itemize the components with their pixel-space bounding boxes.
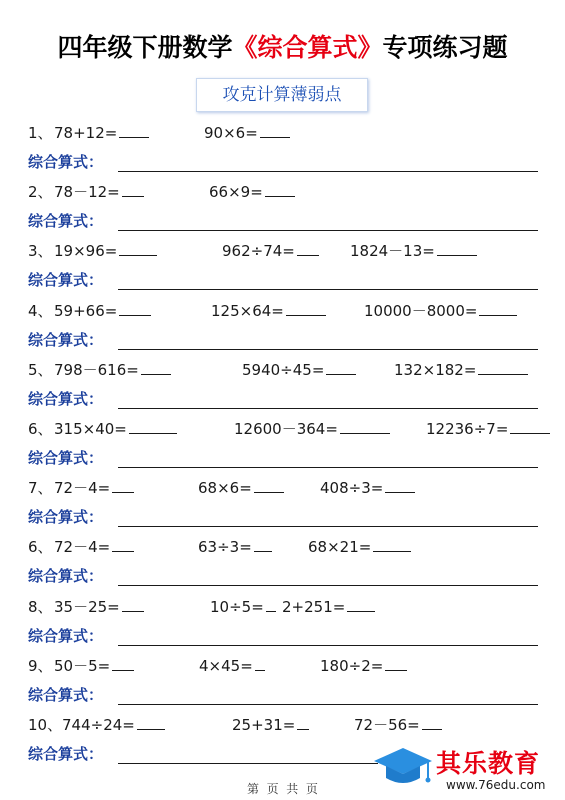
answer-blank[interactable] <box>373 535 411 552</box>
arithmetic-problem <box>211 299 326 323</box>
formula-row <box>28 268 538 292</box>
formula-answer-line[interactable] <box>118 349 538 350</box>
arithmetic-problem <box>426 417 550 441</box>
question-row <box>28 476 538 500</box>
arithmetic-problem <box>54 654 134 678</box>
answer-blank[interactable] <box>479 299 517 316</box>
formula-row <box>28 505 538 529</box>
problem-expression: 66×9= <box>209 183 263 202</box>
problem-expression: 315×40= <box>54 420 127 438</box>
formula-row <box>28 624 538 648</box>
problem-expression: 5940÷45= <box>242 360 325 379</box>
arithmetic-problem <box>54 476 134 500</box>
problem-expression: 2+251= <box>282 597 346 616</box>
arithmetic-problem <box>242 358 356 382</box>
arithmetic-problem <box>54 180 144 204</box>
formula-label: 综合算式： <box>28 449 104 467</box>
arithmetic-problem <box>54 595 144 619</box>
answer-blank[interactable] <box>122 595 144 612</box>
answer-blank[interactable] <box>326 358 356 375</box>
question-number: 3、 <box>28 242 53 261</box>
answer-blank[interactable] <box>119 121 149 138</box>
answer-blank[interactable] <box>112 476 134 493</box>
answer-blank[interactable] <box>478 358 528 375</box>
answer-blank[interactable] <box>340 417 390 434</box>
question-row <box>28 595 538 619</box>
formula-row <box>28 328 538 352</box>
arithmetic-problem <box>232 713 309 737</box>
question-row <box>28 121 538 145</box>
arithmetic-problem <box>320 476 415 500</box>
question-row <box>28 654 538 678</box>
page-footer: 第 页 共 页 <box>247 782 318 796</box>
problem-expression: 125×64= <box>211 301 284 320</box>
arithmetic-problem <box>209 180 295 204</box>
arithmetic-problem <box>282 595 375 619</box>
problem-expression: 132×182= <box>394 360 477 379</box>
formula-answer-line[interactable] <box>118 289 538 290</box>
problem-expression: 63÷3= <box>198 538 252 557</box>
arithmetic-problem <box>320 654 407 678</box>
answer-blank[interactable] <box>422 713 442 730</box>
formula-row <box>28 387 538 411</box>
question-number: 4、 <box>28 301 53 320</box>
formula-row <box>28 209 538 233</box>
arithmetic-problem <box>222 239 319 263</box>
formula-answer-line[interactable] <box>118 171 538 172</box>
arithmetic-problem <box>54 299 151 323</box>
problem-expression: 12600－364= <box>234 420 338 438</box>
question-row <box>28 299 538 323</box>
formula-label: 综合算式： <box>28 212 104 231</box>
question-row <box>28 713 538 737</box>
formula-answer-line[interactable] <box>118 645 538 646</box>
question-number: 1、 <box>28 124 53 142</box>
title-part-topic: 《综合算式》 <box>232 33 383 62</box>
title-part-exercise: 专项练习题 <box>382 33 508 62</box>
formula-row <box>28 150 538 174</box>
question-number: 8、 <box>28 597 53 616</box>
answer-blank[interactable] <box>286 299 326 316</box>
problem-expression: 78+12= <box>54 124 118 142</box>
answer-blank[interactable] <box>510 417 550 434</box>
question-number: 10、 <box>28 716 63 734</box>
formula-row <box>28 564 538 588</box>
problem-expression: 72－56= <box>354 716 420 734</box>
answer-blank[interactable] <box>122 180 144 197</box>
answer-blank[interactable] <box>385 476 415 493</box>
formula-answer-line[interactable] <box>118 704 538 705</box>
formula-row <box>28 683 538 707</box>
problem-expression: 50－5= <box>54 656 111 675</box>
formula-label: 综合算式： <box>28 745 104 763</box>
formula-label: 综合算式： <box>28 389 104 408</box>
answer-blank[interactable] <box>254 476 284 493</box>
arithmetic-problem <box>350 239 477 263</box>
formula-label: 综合算式： <box>28 685 104 704</box>
problem-expression: 68×21= <box>308 538 372 557</box>
problem-expression: 408÷3= <box>320 479 384 498</box>
formula-answer-line[interactable] <box>118 408 538 409</box>
formula-label: 综合算式： <box>28 153 104 171</box>
problem-expression: 19×96= <box>54 242 118 261</box>
arithmetic-problem <box>308 535 411 559</box>
answer-blank[interactable] <box>265 180 295 197</box>
question-number: 6、 <box>28 538 53 557</box>
answer-blank[interactable] <box>266 595 276 612</box>
answer-blank[interactable] <box>112 535 134 552</box>
arithmetic-problem <box>394 358 528 382</box>
brand-url: www.76edu.com <box>446 778 546 792</box>
problem-expression: 10÷5= <box>210 597 264 616</box>
formula-label: 综合算式： <box>28 567 104 586</box>
arithmetic-problem <box>198 476 284 500</box>
graduation-cap-icon <box>372 744 434 792</box>
formula-answer-line[interactable] <box>118 763 378 764</box>
question-number: 7、 <box>28 479 53 498</box>
answer-blank[interactable] <box>137 713 165 730</box>
title-part-grade: 四年级下册数学 <box>57 33 233 62</box>
problem-expression: 90×6= <box>204 124 258 142</box>
formula-label: 综合算式： <box>28 626 104 645</box>
question-number: 5、 <box>28 360 53 379</box>
arithmetic-problem <box>54 417 177 441</box>
question-number: 2、 <box>28 183 53 202</box>
answer-blank[interactable] <box>112 654 134 671</box>
formula-label: 综合算式： <box>28 271 104 290</box>
answer-blank[interactable] <box>297 239 319 256</box>
problem-expression: 68×6= <box>198 479 252 498</box>
problem-expression: 798－616= <box>54 360 139 379</box>
answer-blank[interactable] <box>141 358 171 375</box>
formula-answer-line[interactable] <box>118 526 538 527</box>
arithmetic-problem <box>204 121 290 145</box>
answer-blank[interactable] <box>254 535 272 552</box>
answer-blank[interactable] <box>385 654 407 671</box>
question-number: 9、 <box>28 656 53 675</box>
problem-expression: 12236÷7= <box>426 420 509 438</box>
brand-name: 其乐教育 <box>436 749 541 778</box>
formula-label: 综合算式： <box>28 508 104 527</box>
subtitle-banner: 攻克计算薄弱点 <box>196 78 368 112</box>
problem-expression: 78－12= <box>54 183 120 202</box>
formula-answer-line[interactable] <box>118 230 538 231</box>
question-row <box>28 180 538 204</box>
formula-answer-line[interactable] <box>118 585 538 586</box>
answer-blank[interactable] <box>129 417 177 434</box>
arithmetic-problem <box>210 595 276 619</box>
arithmetic-problem <box>54 121 149 145</box>
answer-blank[interactable] <box>119 239 157 256</box>
question-row <box>28 358 538 382</box>
arithmetic-problem <box>364 299 517 323</box>
problem-expression: 72－4= <box>54 538 111 557</box>
arithmetic-problem <box>54 358 171 382</box>
question-row <box>28 239 538 263</box>
arithmetic-problem <box>354 713 442 737</box>
answer-blank[interactable] <box>437 239 477 256</box>
problem-expression: 10000－8000= <box>364 301 478 320</box>
question-row <box>28 417 538 441</box>
arithmetic-problem <box>54 239 157 263</box>
problem-expression: 962÷74= <box>222 242 295 261</box>
question-number: 6、 <box>28 420 53 438</box>
problem-expression: 1824－13= <box>350 242 435 261</box>
brand-logo <box>372 742 562 794</box>
arithmetic-problem <box>234 417 390 441</box>
answer-blank[interactable] <box>297 713 309 730</box>
question-row <box>28 535 538 559</box>
problem-expression: 35－25= <box>54 597 120 616</box>
answer-blank[interactable] <box>255 654 265 671</box>
arithmetic-problem <box>62 713 165 737</box>
formula-label: 综合算式： <box>28 330 104 349</box>
problem-expression: 59+66= <box>54 301 118 320</box>
problem-expression: 72－4= <box>54 479 111 498</box>
problem-expression: 180÷2= <box>320 656 384 675</box>
arithmetic-problem <box>54 535 134 559</box>
page-title <box>0 28 565 68</box>
answer-blank[interactable] <box>119 299 151 316</box>
problem-expression: 744÷24= <box>62 716 135 734</box>
formula-answer-line[interactable] <box>118 467 538 468</box>
arithmetic-problem <box>198 535 272 559</box>
formula-row <box>28 446 538 470</box>
answer-blank[interactable] <box>260 121 290 138</box>
problem-expression: 4×45= <box>199 656 253 675</box>
arithmetic-problem <box>199 654 265 678</box>
problem-expression: 25+31= <box>232 716 296 734</box>
answer-blank[interactable] <box>347 595 375 612</box>
